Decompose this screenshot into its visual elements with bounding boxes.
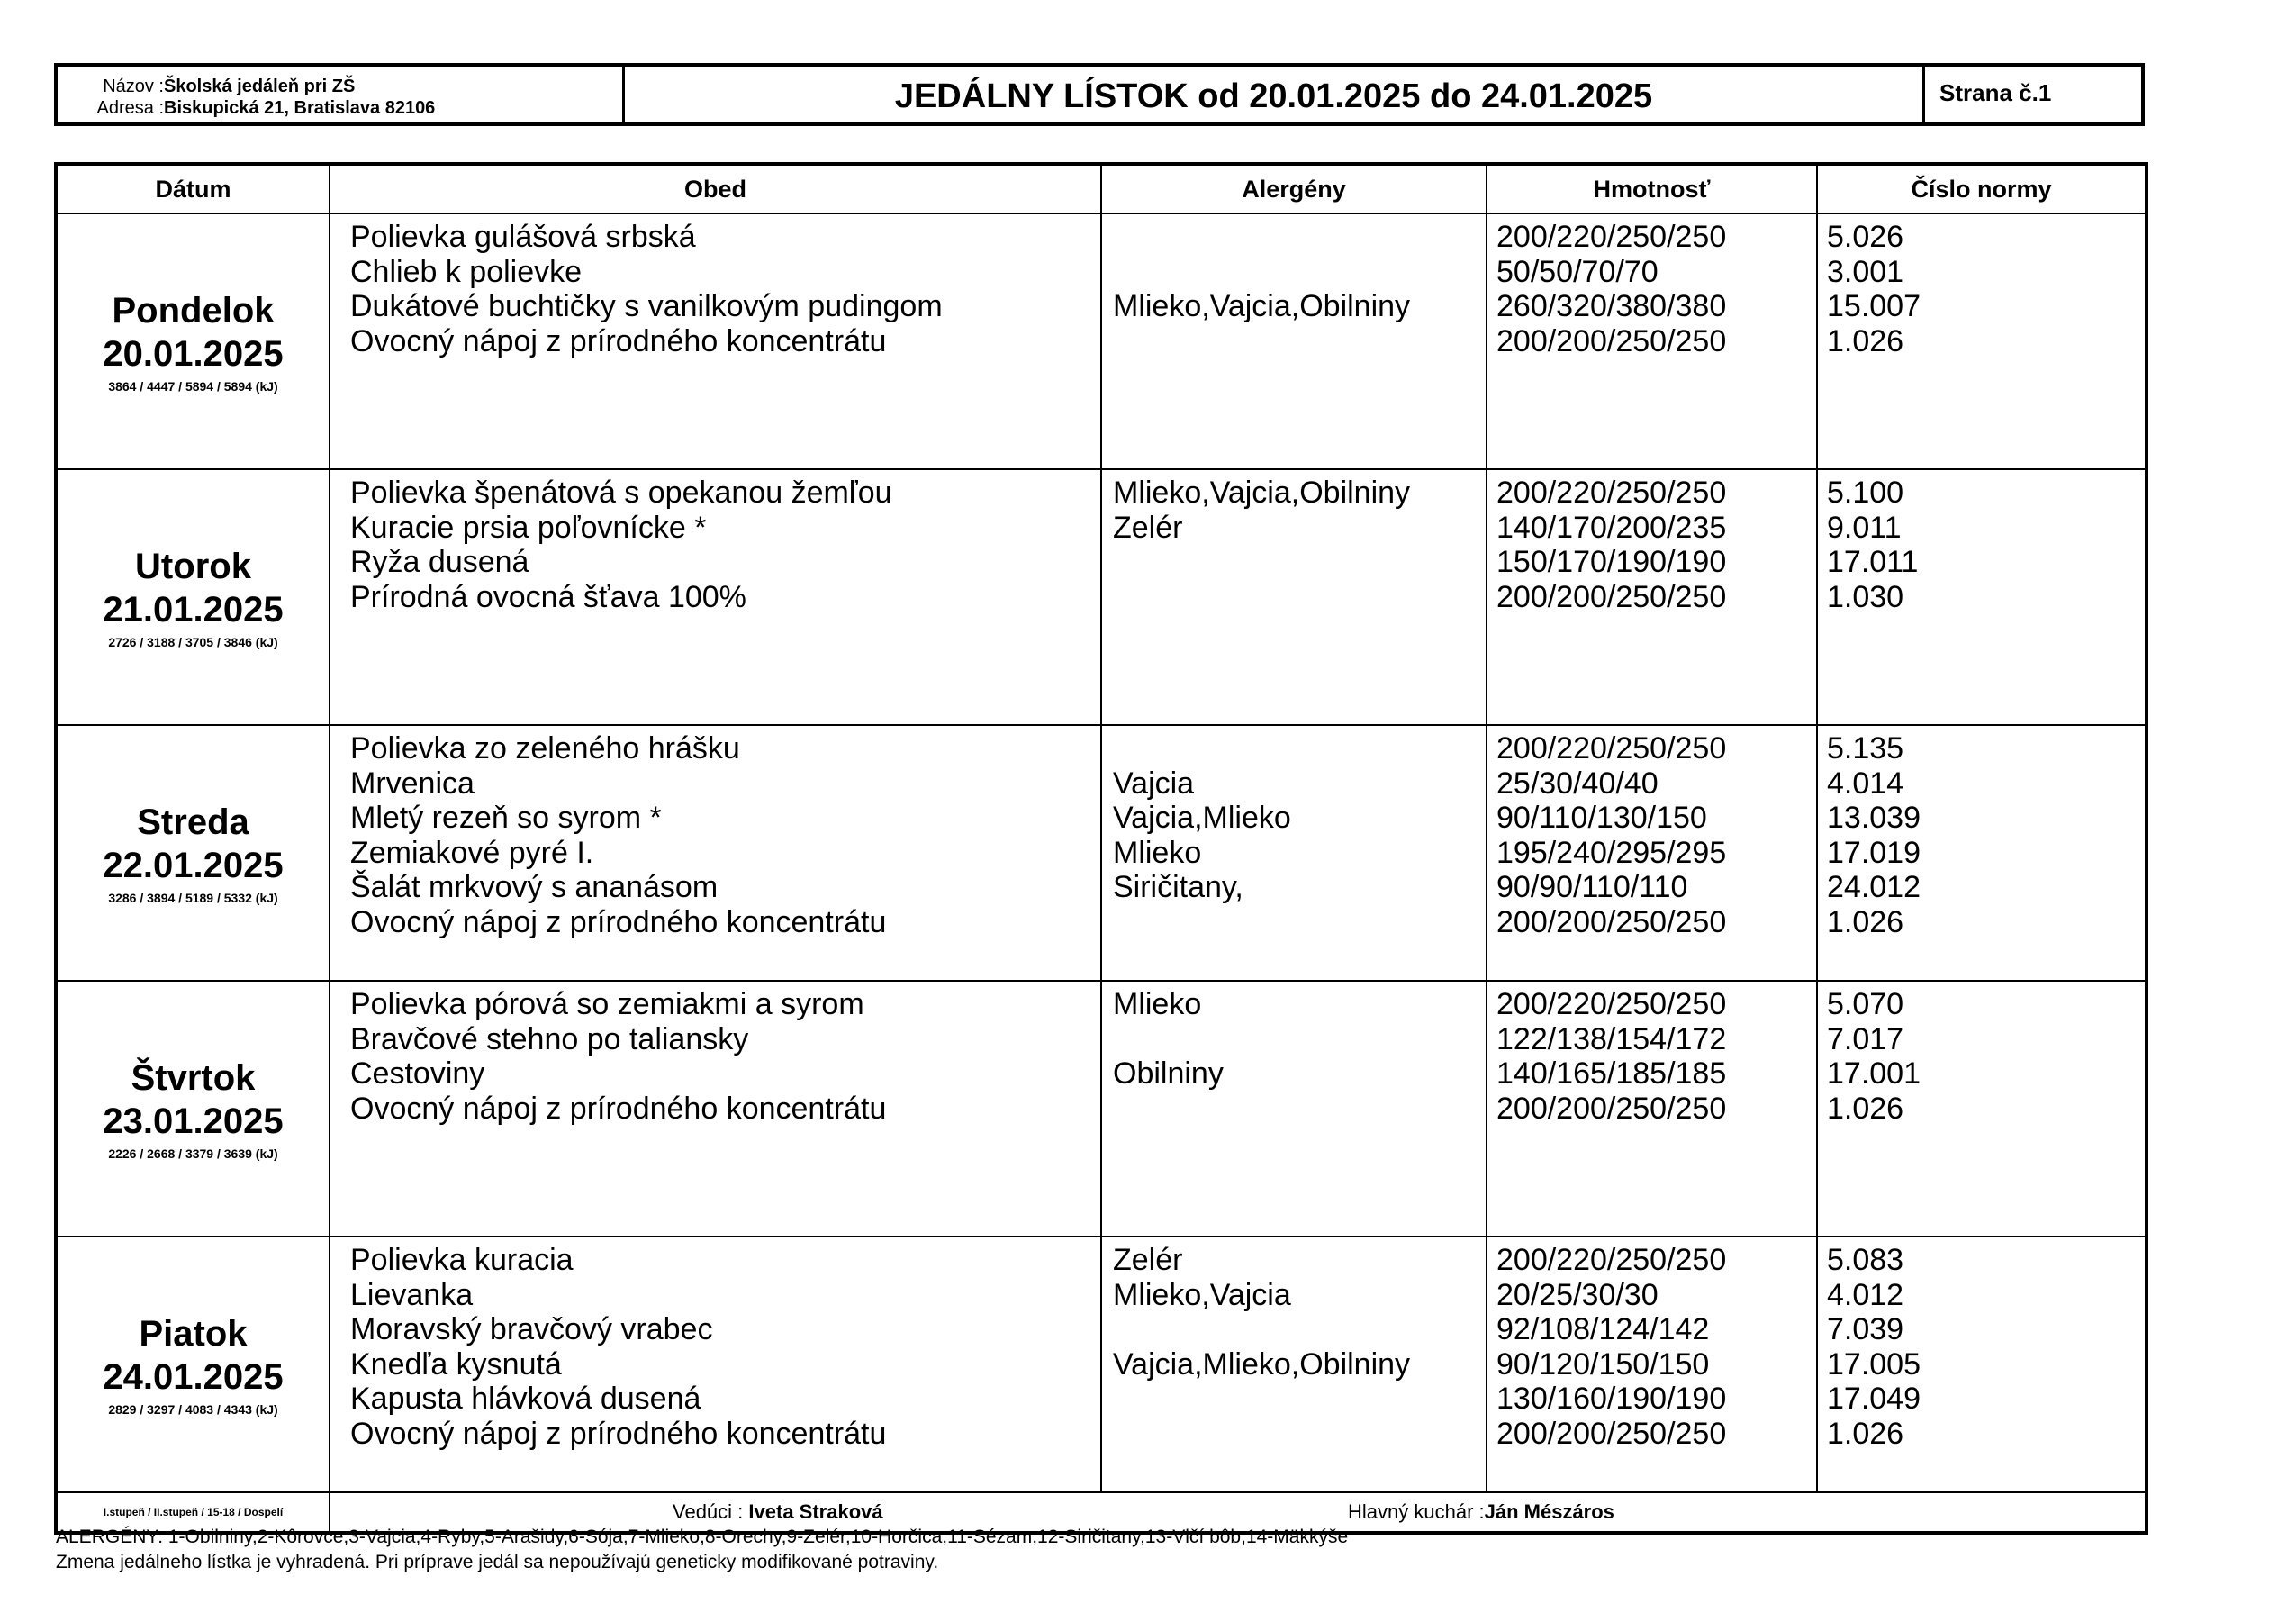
norm-item: 24.012 (1827, 870, 1921, 904)
norms-cell (1817, 981, 2147, 1237)
weight-item: 92/108/124/142 (1496, 1312, 1710, 1346)
meal-item: Mletý rezeň so syrom * (350, 801, 662, 835)
meal-item: Kuracie prsia poľovnícke * (350, 510, 707, 545)
meal-item (350, 1161, 1100, 1196)
col-header-allergens: Alergény (1101, 164, 1487, 213)
weight-item: 195/240/295/295 (1496, 835, 1727, 870)
allergen-item: Mlieko (1113, 835, 1202, 870)
norm-item: 5.026 (1827, 220, 1904, 254)
meal-item: Ovocný nápoj z prírodného koncentrátu (350, 904, 887, 939)
norm-item: 17.011 (1827, 545, 1919, 579)
weight-item: 200/200/250/250 (1496, 904, 1727, 939)
col-header-norm: Číslo normy (1817, 164, 2147, 213)
weight-item: 130/160/190/190 (1496, 1382, 1727, 1416)
day-name: Pondelok (112, 291, 275, 331)
weights-cell (1487, 725, 1817, 981)
day-energy: 3286 / 3894 / 5189 / 5332 (kJ) (108, 891, 278, 905)
norm-item: 15.007 (1827, 289, 1921, 323)
norm-item (1827, 358, 2145, 394)
norms-cell (1817, 725, 2147, 981)
chef-signature (1348, 1500, 1614, 1524)
allergen-item (1113, 905, 1486, 940)
norm-item (1827, 614, 2145, 649)
menu-table (54, 162, 2148, 1535)
allergen-item (1113, 731, 1486, 766)
document-header (54, 63, 2145, 126)
norm-item: 5.100 (1827, 476, 1904, 510)
allergen-item (1113, 1126, 1486, 1161)
day-row-thursday (56, 981, 2147, 1237)
allergen-item (1113, 1312, 1486, 1347)
norm-item: 17.019 (1827, 835, 1921, 870)
manager-label: Vedúci : (673, 1500, 744, 1523)
day-cell (56, 725, 330, 981)
meal-item (350, 358, 1100, 394)
weight-item: 20/25/30/30 (1496, 1277, 1659, 1312)
legend (56, 1525, 1348, 1575)
meal-item (350, 394, 1100, 429)
allergens-cell (1101, 725, 1487, 981)
weights-cell (1487, 1237, 1817, 1492)
norm-item: 13.039 (1827, 801, 1921, 835)
allergens-cell (1101, 981, 1487, 1237)
page-number: Strana č.1 (1939, 79, 2052, 106)
weight-item: 122/138/154/172 (1496, 1021, 1727, 1056)
weight-item (1496, 649, 1816, 684)
allergen-item: Mlieko,Vajcia (1113, 1277, 1291, 1312)
allergen-item: Mlieko,Vajcia,Obilniny (1113, 289, 1411, 323)
meal-item: Ovocný nápoj z prírodného koncentrátu (350, 1091, 887, 1126)
allergen-item: Siričitany, (1113, 870, 1243, 904)
allergen-item (1113, 614, 1486, 649)
norm-item: 5.083 (1827, 1243, 1904, 1277)
norm-item: 17.005 (1827, 1346, 1921, 1382)
allergen-item: Zelér (1113, 510, 1183, 545)
grades-note: I.stupeň / II.stupeň / 15-18 / Dospelí (56, 1492, 330, 1533)
weight-item: 200/200/250/250 (1496, 323, 1727, 358)
weight-item: 50/50/70/70 (1496, 254, 1659, 289)
meal-item: Bravčové stehno po taliansky (350, 1021, 749, 1056)
weight-item: 200/200/250/250 (1496, 1091, 1727, 1126)
meal-item: Polievka špenátová s opekanou žemľou (350, 476, 892, 510)
meals-cell (330, 725, 1101, 981)
allergen-item: Zelér (1113, 1243, 1183, 1277)
norm-item (1827, 1126, 2145, 1161)
weight-item: 200/220/250/250 (1496, 220, 1727, 254)
norm-item: 1.030 (1827, 579, 1904, 614)
weight-item (1496, 394, 1816, 429)
manager-signature (673, 1500, 883, 1524)
allergen-item (1113, 545, 1486, 580)
norm-item (1827, 649, 2145, 684)
allergens-cell (1101, 213, 1487, 469)
weight-item: 90/90/110/110 (1496, 870, 1688, 904)
weight-item: 140/170/200/235 (1496, 510, 1727, 545)
day-date: 23.01.2025 (103, 1101, 284, 1141)
allergen-item: Vajcia (1113, 766, 1195, 801)
day-date: 24.01.2025 (103, 1357, 284, 1397)
meal-item: Moravský bravčový vrabec (350, 1312, 713, 1346)
allergen-item (1113, 580, 1486, 615)
day-cell (56, 469, 330, 725)
header-row (56, 164, 2147, 213)
allergens-cell (1101, 1237, 1487, 1492)
meal-item: Cestoviny (350, 1056, 485, 1091)
canteen-address: Biskupická 21, Bratislava 82106 (164, 98, 436, 118)
allergen-item (1113, 324, 1486, 359)
meal-item: Knedľa kysnutá (350, 1346, 562, 1382)
col-header-weight: Hmotnosť (1487, 164, 1817, 213)
allergen-item (1113, 255, 1486, 290)
meal-item: Dukátové buchtičky s vanilkovým pudingom (350, 289, 943, 323)
allergen-item (1113, 394, 1486, 429)
day-name: Štvrtok (131, 1058, 256, 1098)
allergen-item (1113, 1092, 1486, 1127)
day-energy: 2726 / 3188 / 3705 / 3846 (kJ) (108, 635, 278, 649)
day-energy: 3864 / 4447 / 5894 / 5894 (kJ) (108, 379, 278, 394)
allergen-item: Mlieko,Vajcia,Obilniny (1113, 476, 1411, 510)
meals-cell (330, 469, 1101, 725)
allergen-legend: ALERGÉNY: 1-Obilniny,2-Kôrovce,3-Vajcia,4-Ryby,5-Arašidy,6-Sója,7-Mlieko,8-Orechy,9-Zelér,10-Horčica,11-Sézam,12-Siričitany,13-Vlčí bôb,14-Mäkkýše (56, 1527, 1349, 1547)
meal-item (350, 649, 1100, 684)
meal-item: Kapusta hlávková dusená (350, 1382, 701, 1416)
norm-item: 1.026 (1827, 904, 1904, 939)
norm-item: 5.070 (1827, 987, 1904, 1021)
manager-name: Iveta Straková (748, 1500, 883, 1523)
allergen-item (1113, 1417, 1486, 1452)
allergen-item (1113, 1161, 1486, 1196)
col-header-lunch: Obed (330, 164, 1101, 213)
norm-item (1827, 1161, 2145, 1196)
meal-item: Šalát mrkvový s ananásom (350, 870, 719, 904)
allergen-item (1113, 1022, 1486, 1057)
norm-item: 1.026 (1827, 1416, 1904, 1451)
allergen-item: Obilniny (1113, 1056, 1224, 1091)
allergen-item (1113, 220, 1486, 255)
allergen-item: Mlieko (1113, 987, 1202, 1021)
allergen-item: Vajcia,Mlieko (1113, 801, 1291, 835)
weight-item: 25/30/40/40 (1496, 766, 1659, 801)
meal-item: Ovocný nápoj z prírodného koncentrátu (350, 1416, 887, 1451)
weight-item: 90/120/150/150 (1496, 1346, 1710, 1382)
meals-cell (330, 981, 1101, 1237)
weight-item (1496, 1161, 1816, 1196)
meal-item: Prírodná ovocná šťava 100% (350, 579, 746, 614)
allergen-item (1113, 649, 1486, 684)
col-header-date: Dátum (56, 164, 330, 213)
meal-item: Chlieb k polievke (350, 254, 583, 289)
norm-item: 4.012 (1827, 1277, 1904, 1312)
norm-item: 7.017 (1827, 1021, 1904, 1056)
weight-item: 200/220/250/250 (1496, 731, 1727, 766)
day-row-wednesday (56, 725, 2147, 981)
day-name: Streda (137, 802, 249, 842)
day-date: 21.01.2025 (103, 590, 284, 630)
weights-cell (1487, 981, 1817, 1237)
meal-item: Polievka kuracia (350, 1243, 574, 1277)
day-row-friday (56, 1237, 2147, 1492)
norms-cell (1817, 1237, 2147, 1492)
name-label: Názov : (103, 77, 164, 96)
meal-item: Zemiakové pyré I. (350, 835, 594, 870)
day-cell (56, 213, 330, 469)
weight-item: 150/170/190/190 (1496, 545, 1727, 579)
meal-item: Ryža dusená (350, 545, 529, 579)
weight-item (1496, 358, 1816, 394)
meal-item (350, 614, 1100, 649)
canteen-info (58, 67, 625, 122)
day-energy: 2226 / 2668 / 3379 / 3639 (kJ) (108, 1146, 278, 1161)
weights-cell (1487, 213, 1817, 469)
weight-item: 200/220/250/250 (1496, 476, 1727, 510)
day-row-monday (56, 213, 2147, 469)
weights-cell (1487, 469, 1817, 725)
day-name: Utorok (135, 547, 251, 586)
day-energy: 2829 / 3297 / 4083 / 4343 (kJ) (108, 1402, 278, 1417)
gmo-note: Zmena jedálneho lístka je vyhradená. Pri príprave jedál sa nepoužívajú geneticky modifikované potraviny. (56, 1552, 939, 1572)
allergen-item (1113, 1382, 1486, 1417)
day-date: 20.01.2025 (103, 334, 284, 374)
weight-item: 200/200/250/250 (1496, 579, 1727, 614)
day-date: 22.01.2025 (103, 846, 284, 885)
meal-item: Polievka zo zeleného hrášku (350, 731, 740, 766)
weight-item (1496, 1126, 1816, 1161)
chef-label: Hlavný kuchár : (1348, 1500, 1485, 1523)
allergens-cell (1101, 469, 1487, 725)
weight-item: 200/220/250/250 (1496, 1243, 1727, 1277)
day-row-tuesday (56, 469, 2147, 725)
weight-item (1496, 614, 1816, 649)
weight-item: 140/165/185/185 (1496, 1056, 1727, 1091)
meals-cell (330, 213, 1101, 469)
norm-item: 7.039 (1827, 1312, 1904, 1346)
canteen-name: Školská jedáleň pri ZŠ (164, 77, 356, 96)
address-label: Adresa : (96, 98, 164, 118)
weight-item: 200/200/250/250 (1496, 1416, 1727, 1451)
norm-item: 5.135 (1827, 731, 1904, 766)
document-title: JEDÁLNY LÍSTOK od 20.01.2025 do 24.01.2025 (625, 67, 1925, 122)
chef-name: Ján Mészáros (1484, 1500, 1614, 1523)
meal-item: Ovocný nápoj z prírodného koncentrátu (350, 323, 887, 358)
weight-item: 90/110/130/150 (1496, 801, 1707, 835)
norm-item: 1.026 (1827, 323, 1904, 358)
meals-cell (330, 1237, 1101, 1492)
norm-item: 17.049 (1827, 1382, 1921, 1416)
weight-item: 260/320/380/380 (1496, 289, 1727, 323)
norm-item: 3.001 (1827, 254, 1904, 289)
norms-cell (1817, 469, 2147, 725)
meal-item: Mrvenica (350, 766, 475, 801)
norm-item (1827, 394, 2145, 429)
norms-cell (1817, 213, 2147, 469)
meal-item: Lievanka (350, 1277, 474, 1312)
meal-item: Polievka gulášová srbská (350, 220, 696, 254)
allergen-item: Vajcia,Mlieko,Obilniny (1113, 1346, 1411, 1382)
norm-item: 1.026 (1827, 1091, 1904, 1126)
meal-item: Polievka pórová so zemiakmi a syrom (350, 987, 864, 1021)
allergen-item (1113, 358, 1486, 394)
day-cell (56, 981, 330, 1237)
day-name: Piatok (139, 1314, 248, 1354)
weight-item: 200/220/250/250 (1496, 987, 1727, 1021)
norm-item: 4.014 (1827, 766, 1904, 801)
day-cell (56, 1237, 330, 1492)
norm-item: 17.001 (1827, 1056, 1921, 1091)
meal-item (350, 1126, 1100, 1161)
norm-item: 9.011 (1827, 510, 1902, 545)
